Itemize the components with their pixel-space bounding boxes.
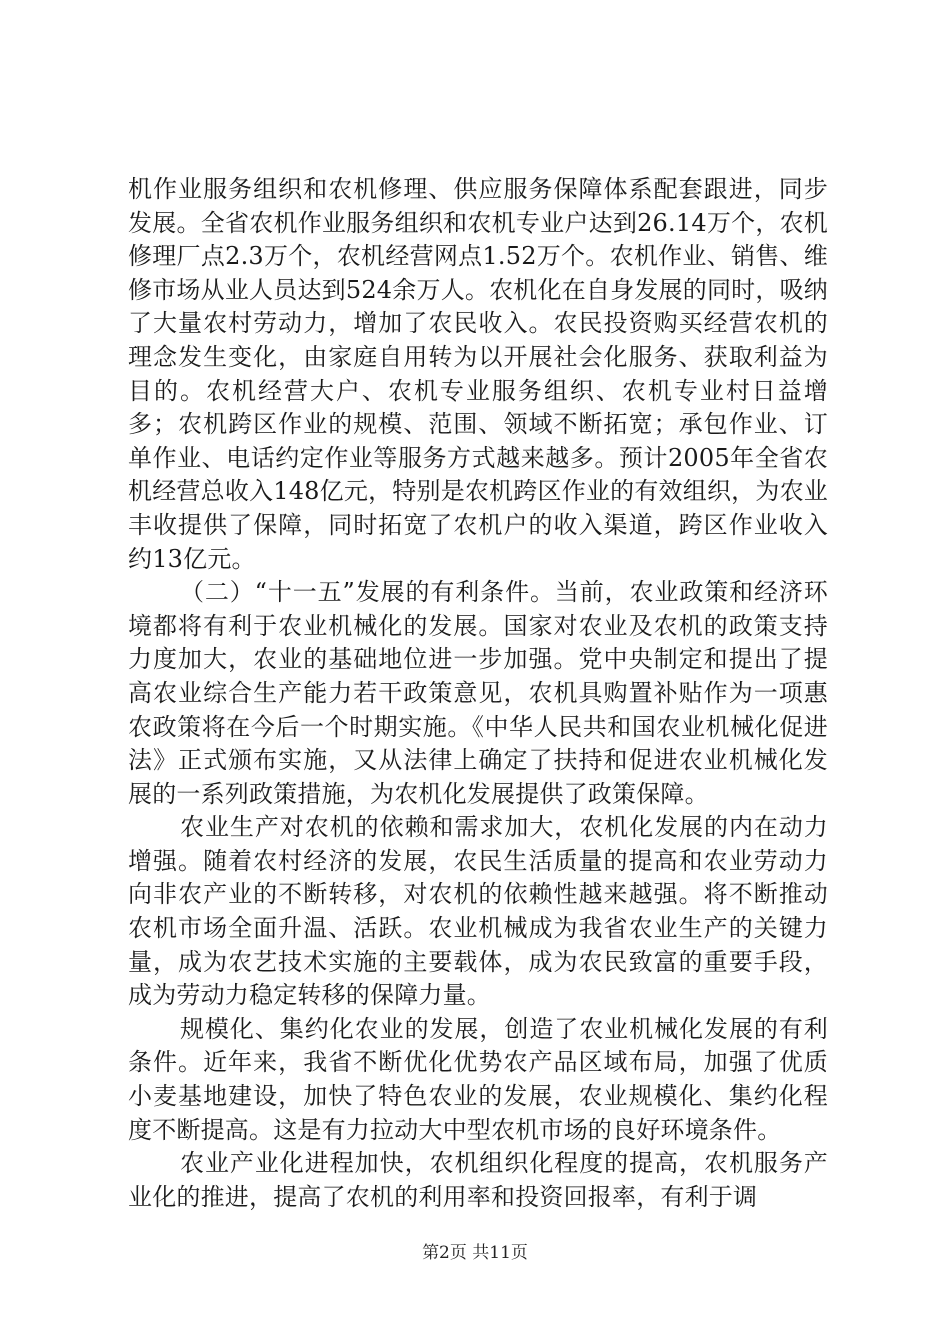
paragraph-1: 机作业服务组织和农机修理、供应服务保障体系配套跟进，同步发展。全省农机作业服务组织和农机专业户达到26.14万个，农机修理厂点2.3万个，农机经营网点1.52万个。农机作业、销售、维修市场从业人员达到524余万人。农机化在自身发展的同时，吸纳了大量农村劳动力，增加了农民收入。农民投资购买经营农机的理念发生变化，由家庭自用转为以开展社会化服务、获取利益为目的。农机经营大户、农机专业服务组织、农机专业村日益增多；农机跨区作业的规模、范围、领域不断拓宽；承包作业、订单作业、电话约定作业等服务方式越来越多。预计2005年全省农机经营总收入148亿元，特别是农机跨区作业的有效组织，为农业丰收提供了保障，同时拓宽了农机户的收入渠道，跨区作业收入约13亿元。 [128,175,828,573]
paragraph-2: （二）“十一五”发展的有利条件。当前，农业政策和经济环境都将有利于农业机械化的发展。国家对农业及农机的政策支持力度加大，农业的基础地位进一步加强。党中央制定和提出了提高农业综合生产能力若干政策意见，农机具购置补贴作为一项惠农政策将在今后一个时期实施。《中华人民共和国农业机械化促进法》正式颁布实施，又从法律上确定了扶持和促进农业机械化发展的一系列政策措施，为农机化发展提供了政策保障。 [128,578,828,808]
paragraph-5: 农业产业化进程加快，农机组织化程度的提高，农机服务产业化的推进，提高了农机的利用率和投资回报率，有利于调 [128,1149,828,1211]
paragraph-4: 规模化、集约化农业的发展，创造了农业机械化发展的有利条件。近年来，我省不断优化优势农产品区域布局，加强了优质小麦基地建设，加快了特色农业的发展，农业规模化、集约化程度不断提高。这是有力拉动大中型农机市场的良好环境条件。 [128,1014,828,1144]
paragraph-3: 农业生产对农机的依赖和需求加大，农机化发展的内在动力增强。随着农村经济的发展，农民生活质量的提高和农业劳动力向非农产业的不断转移，对农机的依赖性越来越强。将不断推动农机市场全面升温、活跃。农业机械成为我省农业生产的关键力量，成为农艺技术实施的主要载体，成为农民致富的重要手段，成为劳动力稳定转移的保障力量。 [128,813,828,1010]
document-body [128,173,828,1214]
page-number-footer: 第2页 共11页 [422,1243,528,1263]
